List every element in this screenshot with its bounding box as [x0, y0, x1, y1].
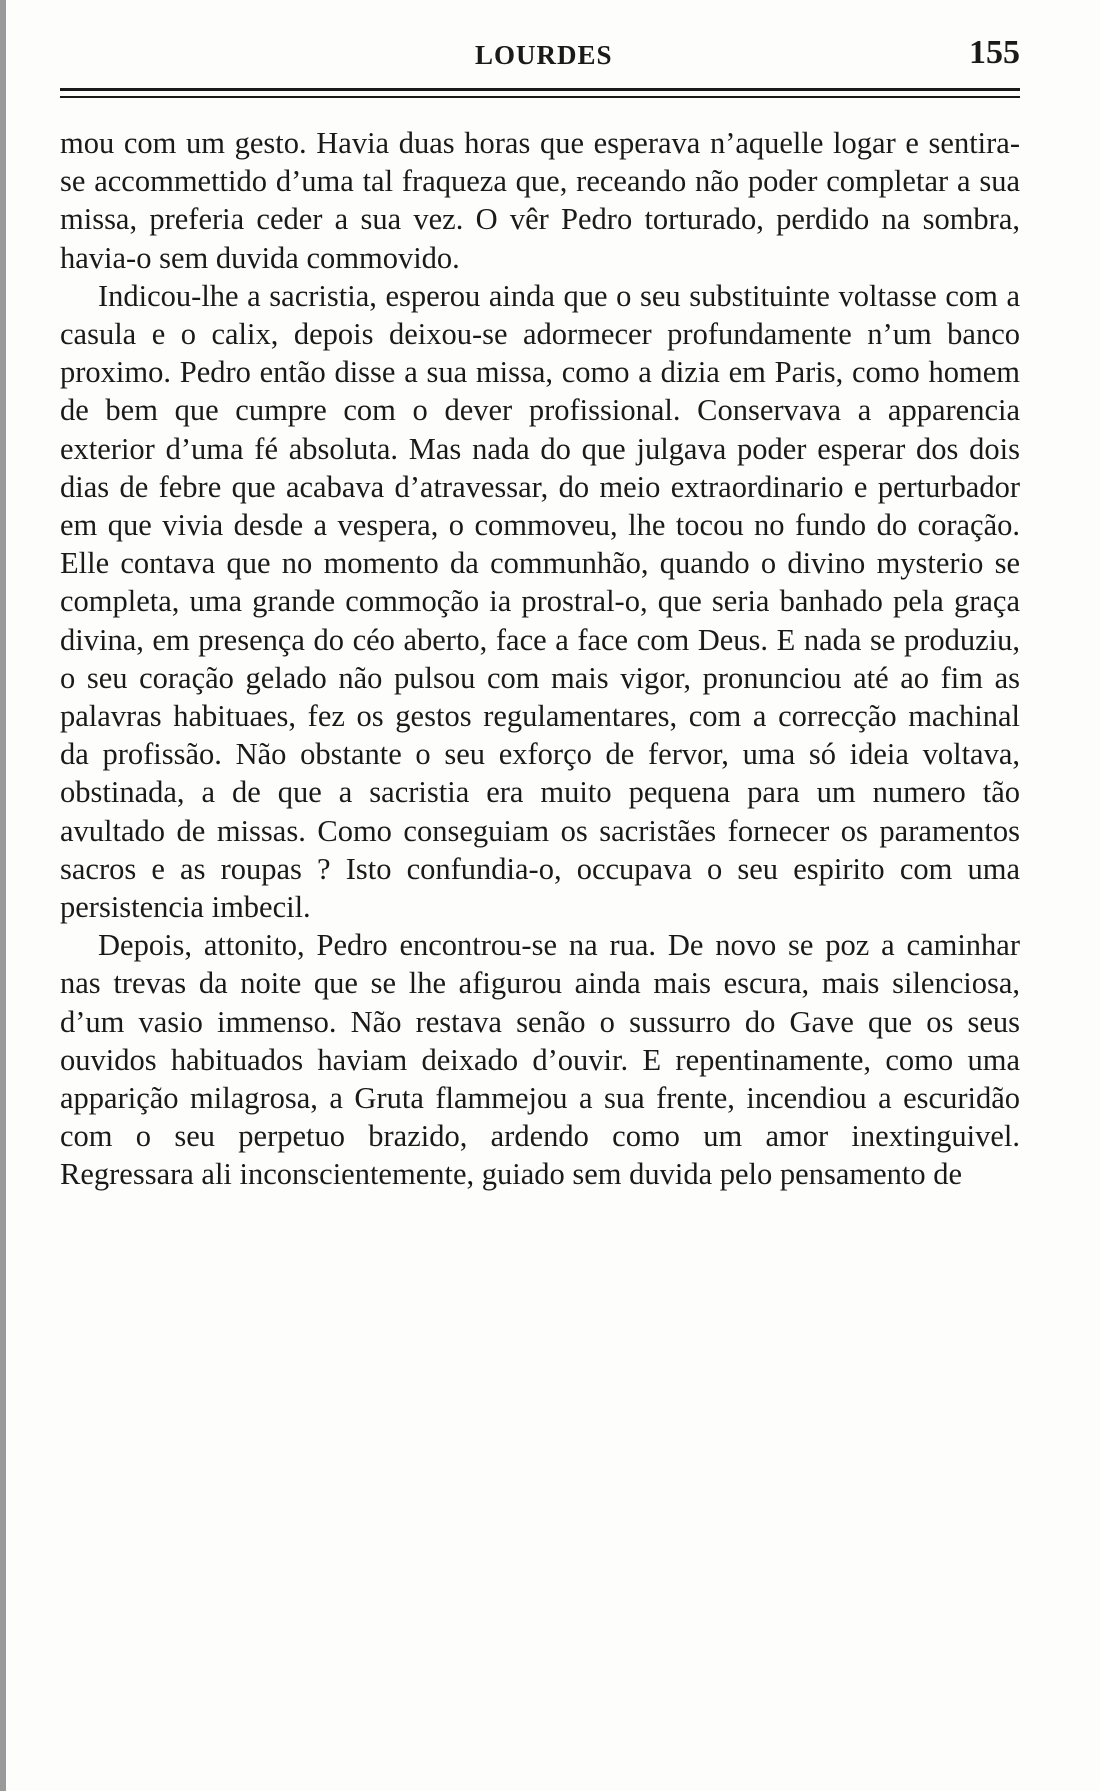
- paragraph-continued: mou com um gesto. Havia duas horas que esperava n’aquelle logar e sentira-se accommettido d’uma tal fraqueza que, receando não poder completar a sua missa, preferia ceder a sua vez. O vêr Pedro torturado, perdido na sombra, havia-o sem duvida commovido.: [60, 126, 1020, 275]
- paragraph-sacristy-mass: Indicou-lhe a sacristia, esperou ainda que o seu substituinte voltasse com a casula e o calix, depois deixou-se adormecer profundamente n’um banco proximo. Pedro então disse a sua missa, como a dizia em Paris, como homem de bem que cumpre com o dever profissional. Conservava a apparencia exterior d’uma fé absoluta. Mas nada do que julgava poder esperar dos dois dias de febre que acabava d’atravessar, do meio extraordinario e perturbador em que vivia desde a vespera, o commoveu, lhe tocou no fundo do coração. Elle contava que no momento da communhão, quando o divino mysterio se completa, uma grande commoção ia prostral-o, que seria banhado pela graça divina, em presença do céo aberto, face a face com Deus. E nada se produziu, o seu coração gelado não pulsou com mais vigor, pronunciou até ao fim as palavras habituaes, fez os gestos regulamentares, com a correcção machinal da profissão. Não obstante o seu exforço de fervor, uma só ideia voltava, obstinada, a de que a sacristia era muito pequena para um numero tão avultado de missas. Como conseguiam os sacristães fornecer os paramentos sacros e as roupas ? Isto confundia-o, occupava o seu espirito com uma persistencia imbecil.: [60, 278, 1020, 925]
- page-header: [60, 30, 1020, 80]
- page-number: 155: [969, 34, 1020, 71]
- running-title: LOURDES: [475, 40, 613, 70]
- header-rule-thin: [60, 96, 1020, 98]
- paragraph-grotto: Depois, attonito, Pedro encontrou-se na rua. De novo se poz a caminhar nas trevas da noite que se lhe afigurou ainda mais escura, mais silenciosa, d’um vasio immenso. Não restava senão o sussurro do Gave que os seus ouvidos habituados haviam deixado d’ouvir. E repentinamente, como uma apparição milagrosa, a Gruta flammejou a sua frente, incendiou a escuridão com o seu perpetuo brazido, ardendo como um amor inextinguivel. Regressara ali inconscientemente, guiado sem duvida pelo pensamento de: [60, 928, 1020, 1192]
- body-text: [60, 124, 1020, 1194]
- page-edge-shadow: [0, 0, 6, 1791]
- header-rule-thick: [60, 88, 1020, 91]
